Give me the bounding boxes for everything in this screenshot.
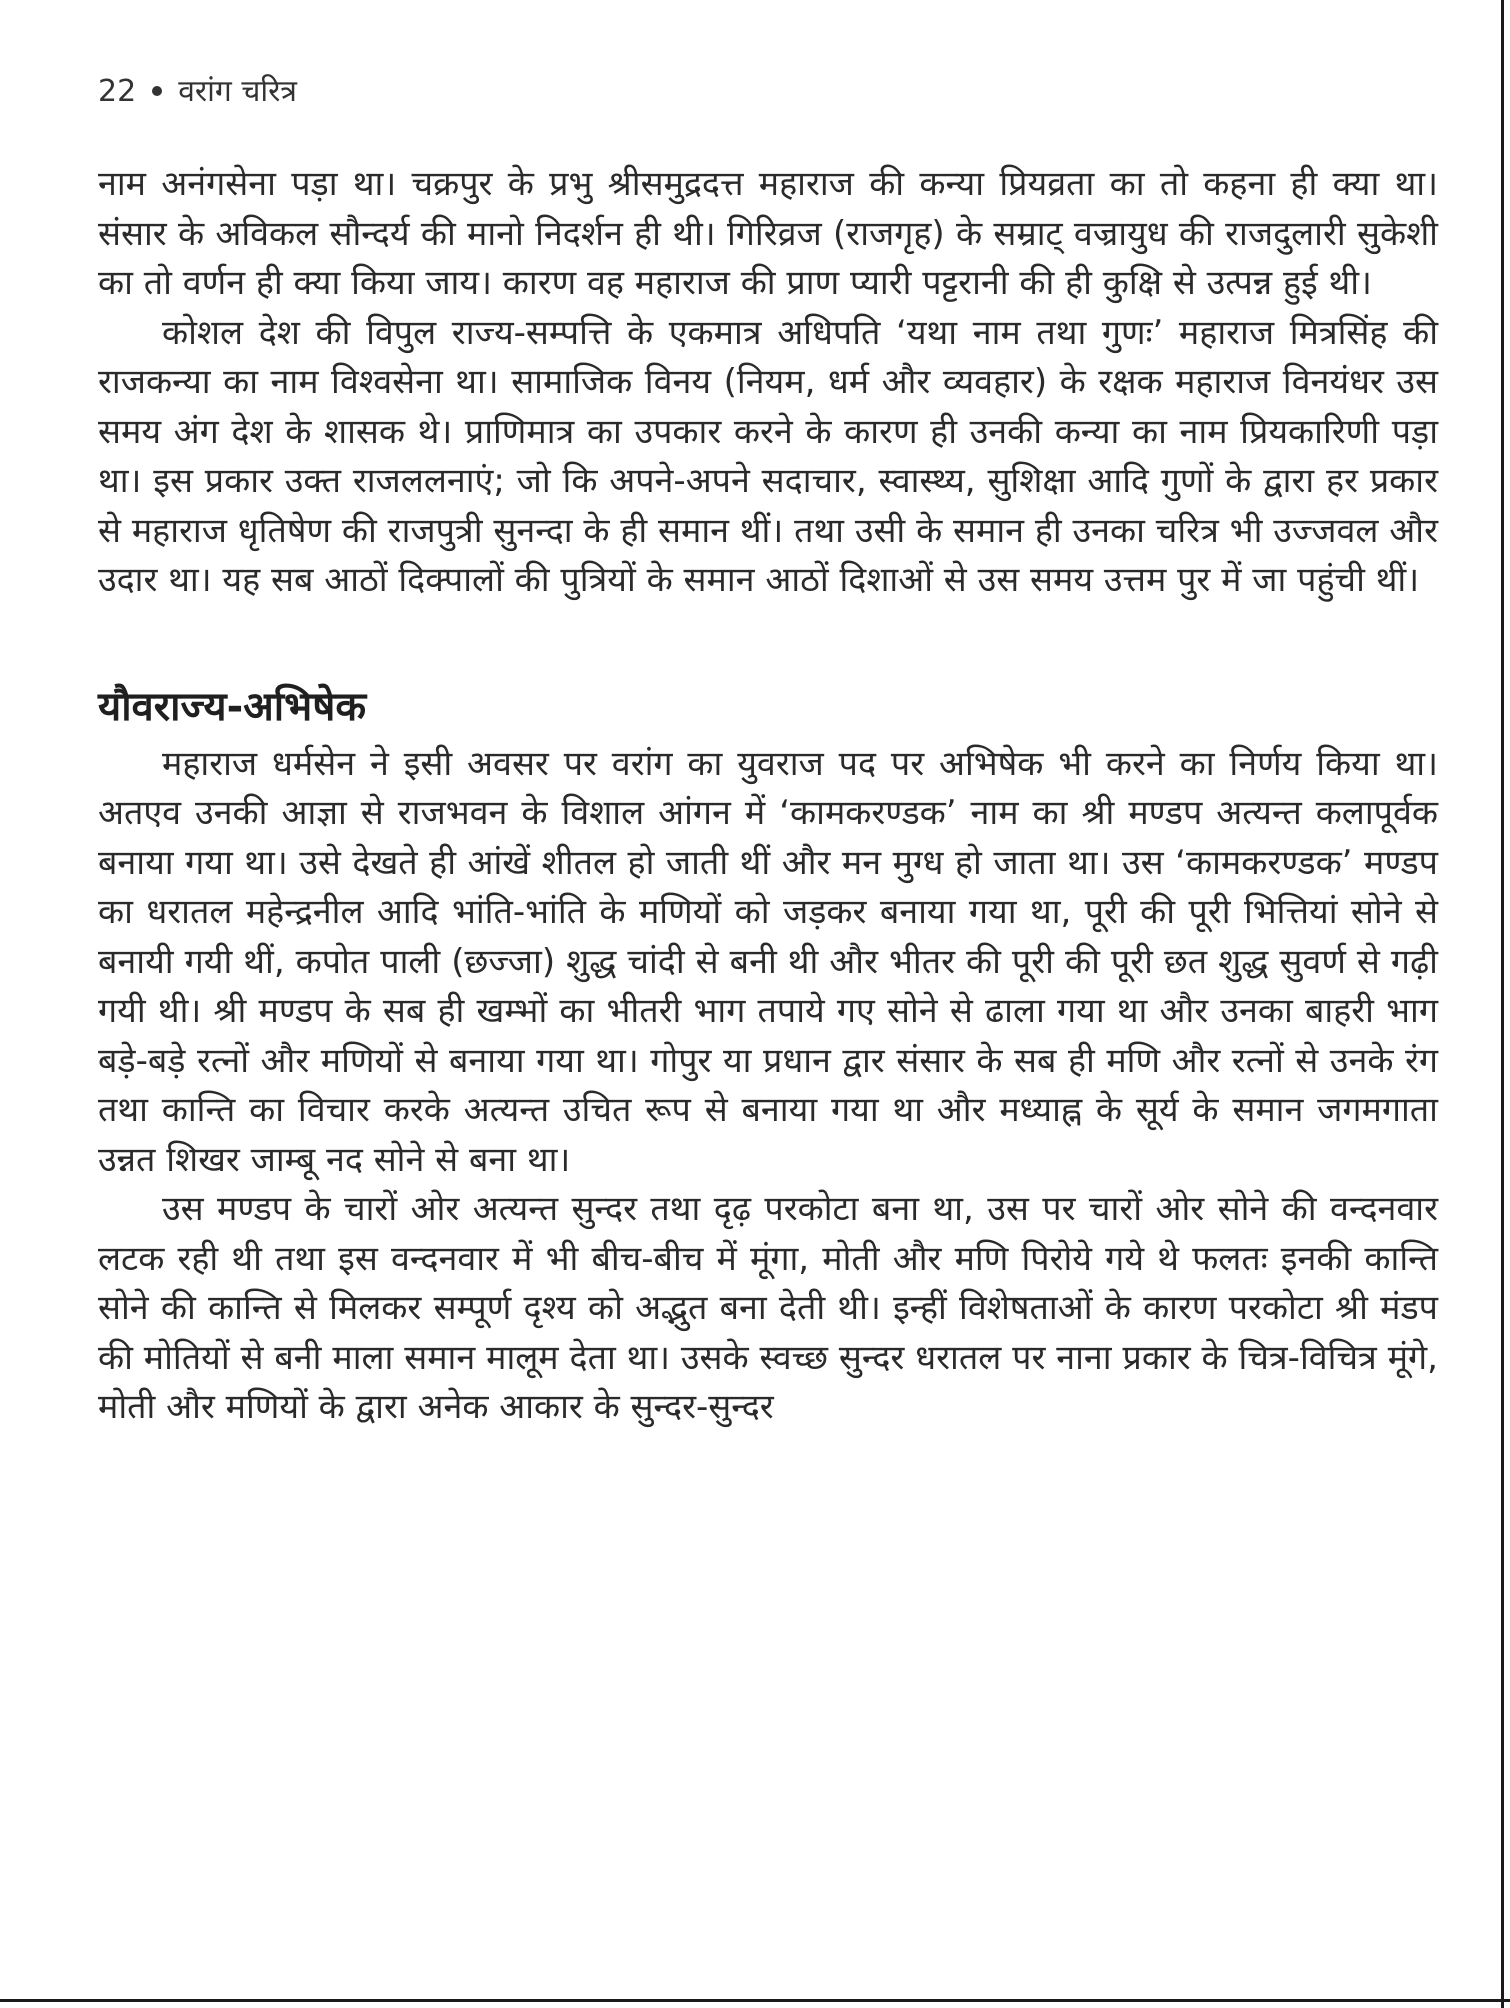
paragraph-coronation-decision: महाराज धर्मसेन ने इसी अवसर पर वरांग का युवराज पद पर अभिषेक भी करने का निर्णय किया था। अतएव उनकी आज्ञा से राजभवन के विशाल आंगन में ‘कामकरण्डक’ नाम का श्री मण्डप अत्यन्त कलापूर्वक बनाया गया था। उसे देखते ही आंखें शीतल हो जाती थीं और मन मुग्ध हो जाता था। उस ‘कामकरण्डक’ मण्डप का धरातल महेन्द्रनील आदि भांति-भांति के मणियों को जड़कर बनाया गया था, पूरी की पूरी भित्तियां सोने से बनायी गयी थीं, कपोत पाली (छज्जा) शुद्ध चांदी से बनी थी और भीतर की पूरी की पूरी छत शुद्ध सुवर्ण से गढ़ी गयी थी। श्री मण्डप के सब ही खम्भों का भीतरी भाग तपाये गए सोने से ढाला गया था और उनका बाहरी भाग बड़े-बड़े रत्नों और मणियों से बनाया गया था। गोपुर या प्रधान द्वार संसार के सब ही मणि और रत्नों से उनके रंग तथा कान्ति का विचार करके अत्यन्त उचित रूप से बनाया गया था और मध्याह्न के सूर्य के समान जगमगाता उन्नत शिखर जाम्बू नद सोने से बना था। (98, 743, 1438, 1180)
paragraph-continued: नाम अनंगसेना पड़ा था। चक्रपुर के प्रभु श्रीसमुद्रदत्त महाराज की कन्या प्रियव्रता का तो कहना ही क्या था। संसार के अविकल सौन्दर्य की मानो निदर्शन ही थी। गिरिव्रज (राजगृह) के सम्राट् वज्रायुध की राजदुलारी सुकेशी का तो वर्णन ही क्या किया जाय। कारण वह महाराज की प्राण प्यारी पट्टरानी की ही कुक्षि से उत्पन्न हुई थी। (98, 164, 1438, 303)
paragraph-kosal-princess: कोशल देश की विपुल राज्य-सम्पत्ति के एकमात्र अधिपति ‘यथा नाम तथा गुणः’ महाराज मित्रसिंह की राजकन्या का नाम विश्वसेना था। सामाजिक विनय (नियम, धर्म और व्यवहार) के रक्षक महाराज विनयंधर उस समय अंग देश के शासक थे। प्राणिमात्र का उपकार करने के कारण ही उनकी कन्या का नाम प्रियकारिणी पड़ा था। इस प्रकार उक्त राजललनाएं; जो कि अपने-अपने सदाचार, स्वास्थ्य, सुशिक्षा आदि गुणों के द्वारा हर प्रकार से महाराज धृतिषेण की राजपुत्री सुनन्दा के ही समान थीं। तथा उसी के समान ही उनका चरित्र भी उज्जवल और उदार था। यह सब आठों दिक्पालों की पुत्रियों के समान आठों दिशाओं से उस समय उत्तम पुर में जा पहुंची थीं। (98, 312, 1438, 600)
book-title: वरांग चरित्र (178, 74, 297, 109)
section-heading: यौवराज्य-अभिषेक (98, 683, 367, 730)
page-body (98, 160, 1438, 1433)
scan-frame-right-edge (1501, 0, 1504, 2008)
paragraph-mandap-enclosure: उस मण्डप के चारों ओर अत्यन्त सुन्दर तथा दृढ़ परकोटा बना था, उस पर चारों ओर सोने की वन्दनवार लटक रही थी तथा इस वन्दनवार में भी बीच-बीच में मूंगा, मोती और मणि पिरोये गये थे फलतः इनकी कान्ति सोने की कान्ति से मिलकर सम्पूर्ण दृश्य को अद्भुत बना देती थी। इन्हीं विशेषताओं के कारण परकोटा श्री मंडप की मोतियों से बनी माला समान मालूम देता था। उसके स्वच्छ सुन्दर धरातल पर नाना प्रकार के चित्र-विचित्र मूंगे, मोती और मणियों के द्वारा अनेक आकार के सुन्दर-सुन्दर (98, 1189, 1438, 1427)
page-number: 22 (98, 74, 137, 109)
scan-frame-bottom-edge (0, 1999, 1510, 2002)
running-header (98, 72, 297, 112)
header-bullet-separator (152, 86, 162, 96)
